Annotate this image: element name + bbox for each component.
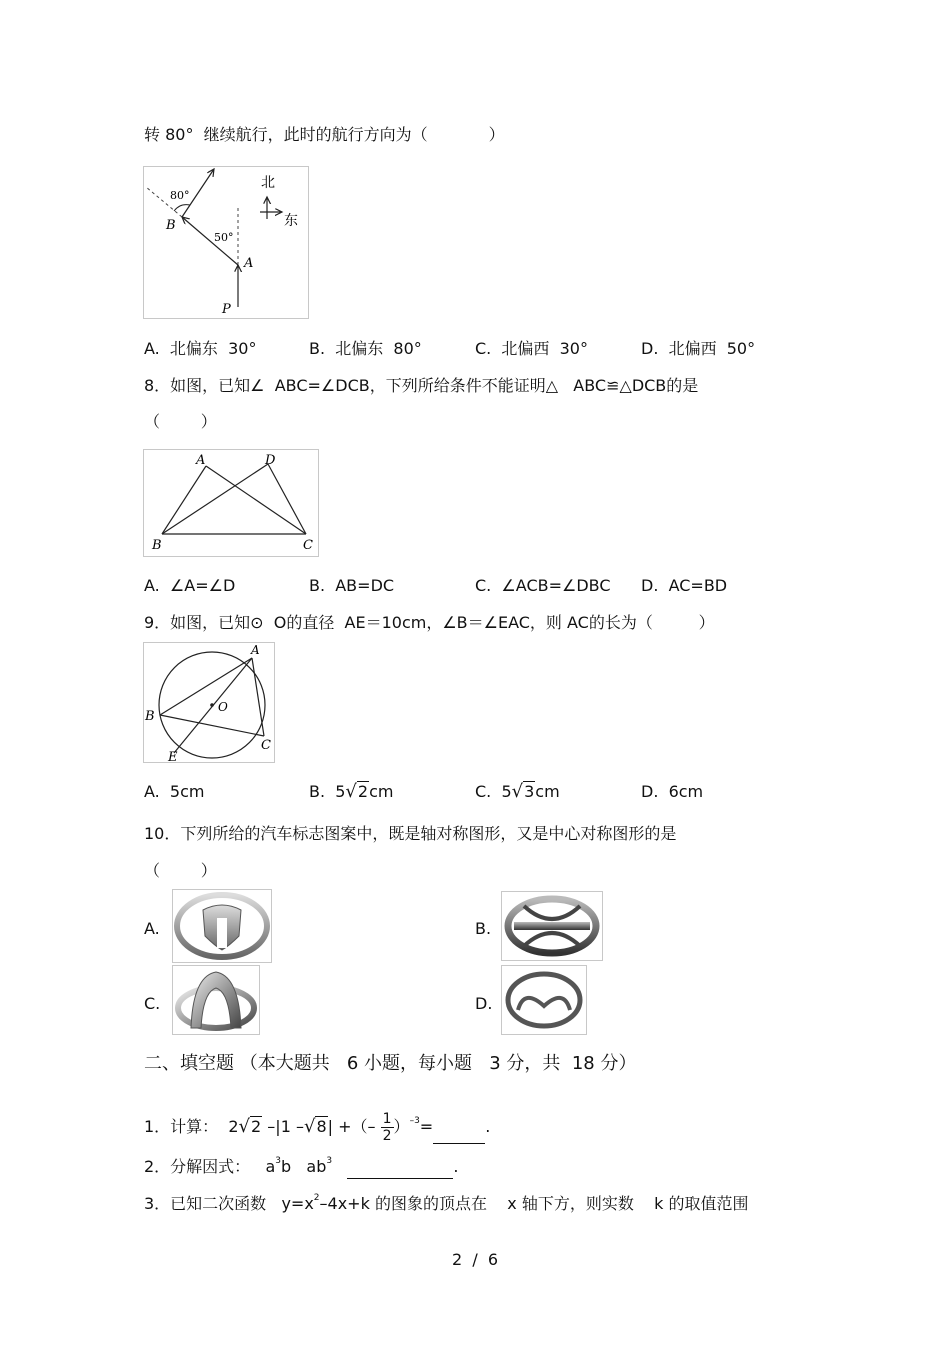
q7-figure <box>143 166 309 319</box>
q7-point-b: B <box>166 218 176 233</box>
q9-point-o: O <box>218 700 228 714</box>
q10-paren: （ ） <box>144 861 217 880</box>
q9-point-a: A <box>251 643 260 657</box>
section-2-title: 二、填空题 （本大题共 6 小题，每小题 3 分，共 18 分） <box>144 1053 637 1074</box>
q9-stem: 9．如图，已知⊙ O的直径 AE＝10cm，∠B＝∠EAC，则 AC的长为（ ） <box>144 613 715 632</box>
q8-stem: 8．如图，已知∠ ABC=∠DCB，下列所给条件不能证明△ ABC≌△DCB的是 <box>144 376 699 395</box>
q10-logo-c-arch-icon <box>172 965 260 1035</box>
q7-option-d: D. 北偏西 50° <box>641 339 756 358</box>
q10-logo-a-shield-icon <box>172 889 272 963</box>
q8-option-c: C. ∠ACB=∠DBC <box>475 576 611 595</box>
q8-figure <box>143 449 319 557</box>
q10-label-d: D. <box>475 994 493 1013</box>
q10-label-b: B. <box>475 919 492 938</box>
q9-point-e: E <box>168 750 178 762</box>
page-number: 2 / 6 <box>452 1250 499 1269</box>
q9-option-c: C. 5√3cm <box>475 781 560 802</box>
q9-option-d: D. 6cm <box>641 782 704 801</box>
q7-angle80: 80° <box>170 189 190 202</box>
q8-option-b: B. AB=DC <box>309 576 395 595</box>
q8-point-d: D <box>265 453 276 468</box>
q9-option-a: A. 5cm <box>144 782 205 801</box>
q10-stem: 10．下列所给的汽车标志图案中，既是轴对称图形，又是中心对称图形的是 <box>144 824 677 843</box>
q9-point-c: C <box>261 738 271 753</box>
q8-point-a: A <box>196 453 206 468</box>
q8-option-d: D. AC=BD <box>641 576 728 595</box>
q7-stem-tail: 转 80° 继续航行，此时的航行方向为（ ） <box>144 125 505 144</box>
q9-option-b: B. 5√2cm <box>309 781 394 802</box>
q10-logo-d-m-icon <box>501 965 587 1035</box>
fill-q2: 2．分解因式： $a^3b$ $ab^3$ . <box>144 1150 458 1179</box>
q7-point-a: A <box>244 256 254 271</box>
q7-point-p: P <box>222 302 231 317</box>
q10-logo-b-h-icon <box>501 891 603 961</box>
q8-point-c: C <box>303 538 313 553</box>
q7-option-b: B. 北偏东 80° <box>309 339 422 358</box>
q8-option-a: A. ∠A=∠D <box>144 576 236 595</box>
fill-q3: 3．已知二次函数 $y=x^2-4x+k$ 的图象的顶点在 x 轴下方，则实数 k 的取值范围 <box>144 1193 749 1213</box>
q7-option-a: A. 北偏东 30° <box>144 339 257 358</box>
q7-north-label: 北 <box>261 175 275 191</box>
q7-option-c: C. 北偏西 30° <box>475 339 588 358</box>
q7-angle50: 50° <box>214 231 234 244</box>
q9-figure <box>143 642 275 763</box>
q9-point-b: B <box>145 709 155 724</box>
q8-point-b: B <box>152 538 162 553</box>
q8-paren: （ ） <box>144 412 217 431</box>
q7-east-label: 东 <box>284 213 298 229</box>
fill-q1: 1．计算： 2√2 –|1 –√8| +（– $\frac{1}{2}$ ）$^{-3}$= . <box>144 1111 491 1144</box>
q10-label-c: C. <box>144 994 161 1013</box>
q10-label-a: A. <box>144 919 160 938</box>
